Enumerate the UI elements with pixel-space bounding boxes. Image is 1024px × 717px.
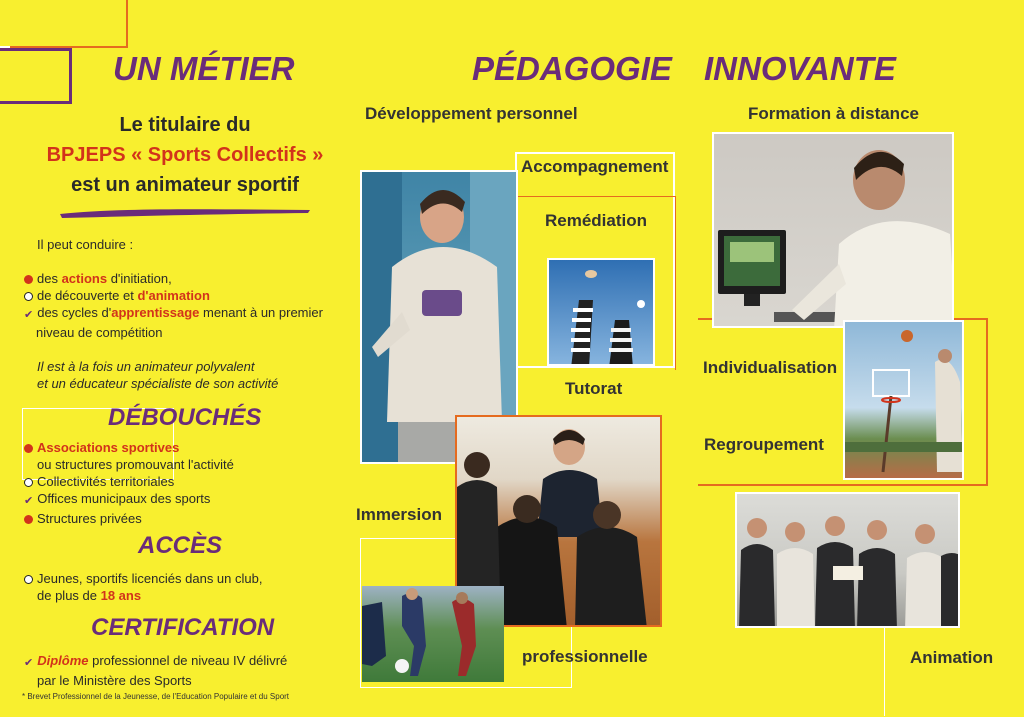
list-item: Structures privées — [24, 510, 234, 527]
list-item: niveau de compétition — [36, 325, 163, 340]
photo-football — [362, 586, 504, 682]
section-title-certification: CERTIFICATION — [91, 614, 275, 641]
check-bullet-icon: ✔ — [24, 309, 34, 321]
list-item: ✔ Offices municipaux des sports — [24, 490, 234, 510]
list-item: Jeunes, sportifs licenciés dans un club, — [24, 570, 262, 587]
intro-block — [20, 110, 350, 200]
list-item: de découverte et d'animation — [24, 287, 323, 304]
photo-football-drawing — [362, 586, 504, 682]
ball-bullet-icon — [24, 292, 33, 301]
section-title-acces: ACCÈS — [138, 532, 223, 559]
italic-note-line-1: Il est à la fois un animateur polyvalent — [37, 359, 255, 374]
corner-frame-purple — [0, 48, 72, 104]
red-bullet-icon — [24, 275, 33, 284]
photo-basketball — [843, 320, 964, 480]
list-item: des actions d'initiation, — [24, 270, 323, 287]
check-bullet-icon: ✔ — [24, 495, 34, 507]
list-item: par le Ministère des Sports — [37, 673, 192, 688]
label-professionnelle: professionnelle — [522, 647, 648, 666]
photo-rugby-lineout — [547, 258, 655, 366]
label-tutorat: Tutorat — [565, 379, 623, 398]
corner-frame-orange — [10, 0, 128, 48]
intro-line-3: est un animateur sportif — [71, 174, 299, 196]
label-remediation: Remédiation — [545, 211, 648, 230]
label-formation: Formation à distance — [748, 104, 919, 123]
debouches-list — [24, 439, 234, 527]
label-regroupement: Regroupement — [704, 435, 824, 454]
italic-note-line-2: et un éducateur spécialiste de son activité — [37, 376, 279, 391]
list-item: ✔ des cycles d'apprentissage menant à un premier — [24, 304, 323, 324]
list-item: de plus de 18 ans — [37, 588, 142, 603]
peut-conduire-text: Il peut conduire : — [37, 237, 134, 252]
section-title-metier: UN MÉTIER — [113, 50, 295, 87]
label-developpement: Développement personnel — [365, 104, 578, 123]
footnote: * Brevet Professionnel de la Jeunesse, de l'Education Populaire et du Sport — [22, 692, 290, 701]
red-bullet-icon — [24, 444, 33, 453]
list-item: ✔ Diplôme professionnel de niveau IV délivré — [24, 652, 287, 672]
red-bullet-icon — [24, 515, 33, 524]
photo-group-outdoor-drawing — [737, 494, 960, 628]
italic-note — [37, 358, 278, 392]
certification-list — [24, 652, 287, 689]
photo-rugby-drawing — [549, 260, 655, 366]
section-title-pedagogie: PÉDAGOGIE — [472, 50, 672, 87]
metier-list — [24, 270, 323, 341]
photo-basketball-drawing — [845, 322, 964, 480]
label-immersion: Immersion — [356, 505, 442, 524]
ball-bullet-icon — [24, 478, 33, 487]
label-accompagnement: Accompagnement — [521, 157, 669, 176]
list-item: ou structures promouvant l'activité — [37, 457, 234, 472]
list-item: Associations sportives — [24, 439, 234, 456]
photo-group-outdoor — [735, 492, 960, 628]
section-title-innovante: INNOVANTE — [704, 50, 896, 87]
label-animation: Animation — [910, 648, 994, 667]
check-bullet-icon: ✔ — [24, 657, 34, 669]
photo-distance-learning — [712, 132, 954, 328]
intro-line-1: Le titulaire du — [119, 114, 251, 136]
acces-list — [24, 570, 262, 604]
label-individualisation: Individualisation — [703, 358, 838, 377]
photo-computer-drawing — [714, 134, 954, 328]
ball-bullet-icon — [24, 575, 33, 584]
brush-stroke-divider — [58, 205, 312, 219]
list-item: Collectivités territoriales — [24, 473, 234, 490]
section-title-debouches: DÉBOUCHÉS — [108, 404, 262, 431]
intro-line-2: BPJEPS « Sports Collectifs » — [46, 144, 324, 166]
